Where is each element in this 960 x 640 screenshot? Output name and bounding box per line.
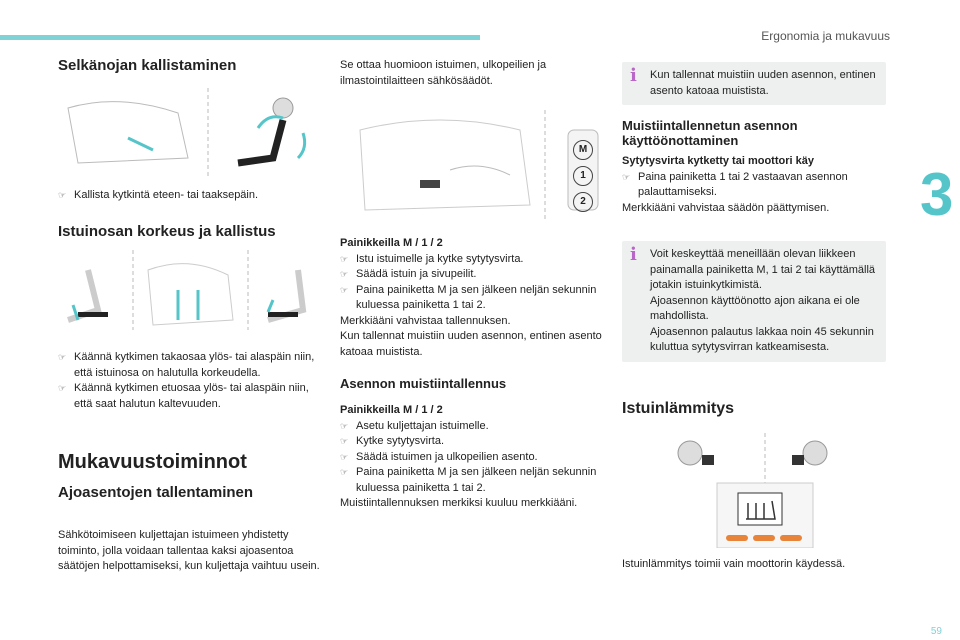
paragraph: Muistiintallennuksen merkiksi kuuluu merkkiääni. xyxy=(340,497,578,509)
page-number: 59 xyxy=(930,626,942,637)
save-instructions xyxy=(340,403,605,512)
chapter-tab: 3 xyxy=(920,160,960,240)
intro-text: Se ottaa huomioon istuimen, ulkopeilien ja ilmastointilaitteen sähkösäädöt. xyxy=(340,59,547,87)
step: ☞ Paina painiketta M ja sen jälkeen neljän sekunnin kuluessa painiketta 1 tai 2. xyxy=(340,465,605,496)
seat-heating-illustration xyxy=(660,433,870,548)
subheading-ignition: Sytytysvirta kytketty tai moottori käy xyxy=(622,155,814,167)
memory-button-m: M xyxy=(573,140,593,160)
paragraph: Kun tallennat muistiin uuden asennon, entinen asento katoaa muistista. xyxy=(340,330,602,358)
cushion-bullet-1: ☞ Käännä kytkimen takaosaa ylös- tai alaspäin niin, että istuinosa on halutulla korkeudella. xyxy=(58,350,320,381)
note-text: Ajoasennon käyttöönotto ajon aikana ei ole mahdollista. xyxy=(650,294,860,322)
paragraph: Merkkiääni vahvistaa tallennuksen. xyxy=(340,314,511,327)
heading-cushion: Istuinosan korkeus ja kallistus xyxy=(58,223,276,240)
header-bar xyxy=(0,35,480,40)
heading-backrest: Selkänojan kallistaminen xyxy=(58,57,237,74)
backrest-illustration xyxy=(58,88,318,178)
heading-comfort: Mukavuustoiminnot xyxy=(58,451,247,473)
step: ☞ Kytke sytytysvirta. xyxy=(340,434,605,450)
heating-text: Istuinlämmitys toimii vain moottorin käydessä. xyxy=(622,558,846,570)
subheading-buttons: Painikkeilla M / 1 / 2 xyxy=(340,237,443,249)
step: ☞ Säädä istuin ja sivupeilit. xyxy=(340,267,605,283)
heading-recall: Muistiintallennetun asennon käyttöönottaminen xyxy=(622,118,798,148)
backrest-bullet: ☞ Kallista kytkintä eteen- tai taaksepäin. xyxy=(58,188,334,204)
note-text: Ajoasennon palautus lakkaa noin 45 sekunnin kuluttua sytytysvirran katkeamisesta. xyxy=(650,325,874,353)
subheading-buttons: Painikkeilla M / 1 / 2 xyxy=(340,404,443,416)
heading-memory: Ajoasentojen tallentaminen xyxy=(58,484,254,501)
heading-save: Asennon muistiintallennus xyxy=(340,376,507,391)
cushion-illustration xyxy=(58,250,318,330)
memory-button-2: 2 xyxy=(573,192,593,212)
step: ☞ Istu istuimelle ja kytke sytytysvirta. xyxy=(340,252,605,268)
info-note-2 xyxy=(622,241,886,362)
step: ☞ Paina painiketta 1 tai 2 vastaavan asennon palauttamiseksi. xyxy=(622,170,887,201)
memory-button-panel xyxy=(573,140,593,212)
recall-instructions xyxy=(622,154,887,216)
memory-button-1: 1 xyxy=(573,166,593,186)
step: ☞ Paina painiketta M ja sen jälkeen neljän sekunnin kuluessa painiketta 1 tai 2. xyxy=(340,283,605,314)
memory-text: Sähkötoimiseen kuljettajan istuimeen yhdistetty toiminto, jolla voidaan tallentaa kaksi ajoasentoa säätöjen helpottamiseksi, kun kuljettaja vaihtuu usein. xyxy=(58,529,320,572)
memory-instructions xyxy=(340,236,605,360)
memory-buttons-illustration xyxy=(340,110,602,220)
cushion-instructions xyxy=(58,350,320,412)
cushion-bullet-2: ☞ Käännä kytkimen etuosaa ylös- tai alaspäin niin, että saat halutun kaltevuuden. xyxy=(58,381,320,412)
note-text: i Voit keskeyttää meneillään olevan liikkeen painamalla painiketta M, 1 tai 2 tai käyttämällä jotakin istuinkytkimistä. xyxy=(650,248,876,291)
heading-heating: Istuinlämmitys xyxy=(622,400,735,417)
chapter-title: Ergonomia ja mukavuus xyxy=(761,29,890,43)
paragraph: Merkkiääni vahvistaa säädön päättymisen. xyxy=(622,201,830,214)
step: ☞ Asetu kuljettajan istuimelle. xyxy=(340,419,605,435)
info-note-1: i Kun tallennat muistiin uuden asennon, entinen asento katoaa muistista. xyxy=(622,62,886,105)
step: ☞ Säädä istuimen ja ulkopeilien asento. xyxy=(340,450,605,466)
